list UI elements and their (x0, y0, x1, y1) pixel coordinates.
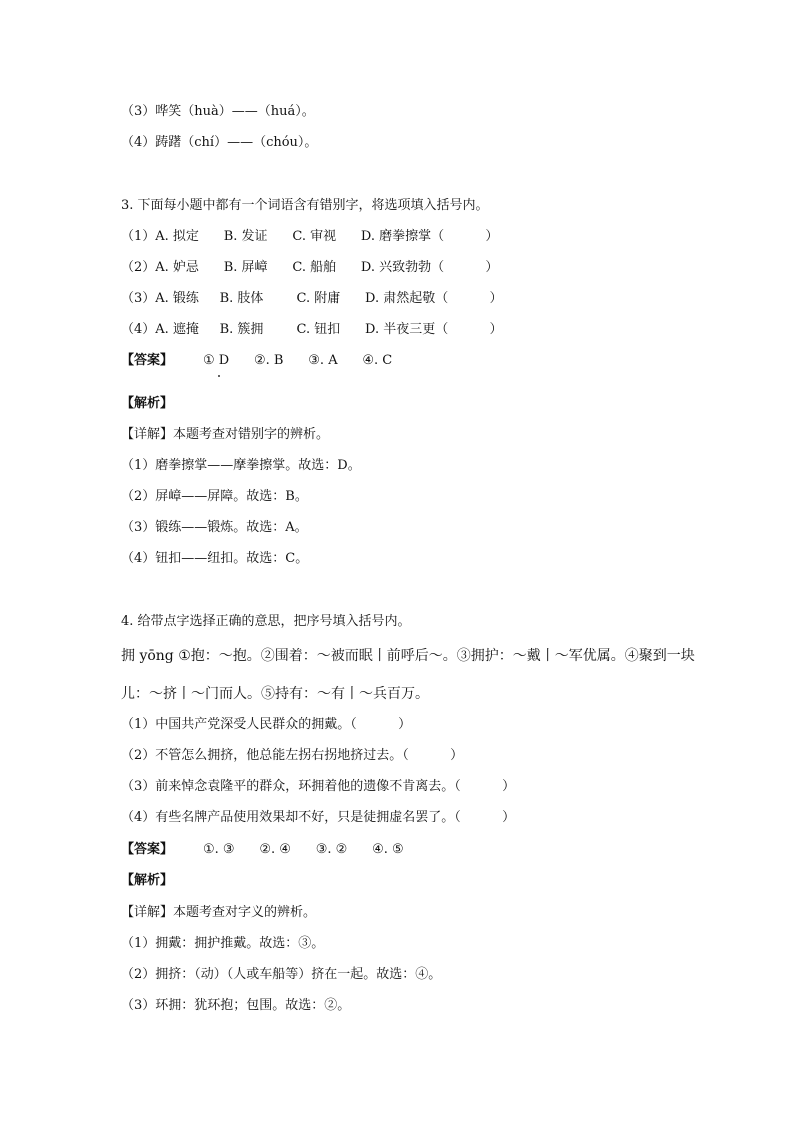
q4-explanation-2: （2）拥挤：（动）（人或车船等）挤在一起。故选：④。 (121, 967, 442, 982)
q4-definition-line-1: 拥 yōng ①抱：～抱。②围着：～被而眠丨前呼后～。③拥护：～戴丨～军优属。④聚到一块 (121, 648, 695, 664)
q3-answer: ① D ②. B ③. A ④. C (203, 353, 393, 368)
q3-explanation-1: （1）磨拳擦掌——摩拳擦掌。故选：D。 (121, 458, 361, 473)
q4-detail: 【详解】本题考查对字义的辨析。 (121, 905, 317, 920)
q4-answer: ①. ③ ②. ④ ③. ② ④. ⑤ (203, 842, 404, 857)
q4-item-1: （1）中国共产党深受人民群众的拥戴。（ ） (121, 717, 412, 732)
q3-explanation-2: （2）屏嶂——屏障。故选：B。 (121, 489, 308, 504)
q3-detail: 【详解】本题考查对错别字的辨析。 (121, 427, 330, 442)
emphasis-dot (218, 375, 220, 377)
q3-option-4: （4）A. 遮掩 B. 簇拥 C. 钮扣 D. 半夜三更（ ） (121, 322, 503, 337)
q4-explanation-3: （3）环拥：犹环抱；包围。故选：②。 (121, 998, 351, 1013)
q4-explanation-1: （1）拥戴：拥护推戴。故选：③。 (121, 936, 325, 951)
q4-definition-line-2: 儿：～挤丨～门而人。⑤持有：～有丨～兵百万。 (121, 686, 429, 702)
q4-analysis-label: 【解析】 (121, 873, 174, 888)
q3-answer-label: 【答案】 (121, 353, 174, 368)
q3-option-1: （1）A. 拟定 B. 发证 C. 审视 D. 磨拳擦掌（ ） (121, 229, 499, 244)
q4-item-3: （3）前来悼念袁隆平的群众，环拥着他的遗像不肯离去。（ ） (121, 779, 516, 794)
q4-answer-label: 【答案】 (121, 842, 174, 857)
q3-option-2: （2）A. 妒忌 B. 屏嶂 C. 船舶 D. 兴致勃勃（ ） (121, 260, 499, 275)
q3-option-3: （3）A. 锻练 B. 肢体 C. 附庸 D. 肃然起敬（ ） (121, 291, 503, 306)
q3-analysis-label: 【解析】 (121, 396, 174, 411)
q4-item-4: （4）有些名牌产品使用效果却不好，只是徒拥虚名罢了。（ ） (121, 810, 516, 825)
q2-item-4: （4）踌躇（chí）——（chóu）。 (121, 135, 318, 150)
q4-prompt: 4. 给带点字选择正确的意思，把序号填入括号内。 (121, 614, 411, 629)
q3-prompt: 3. 下面每小题中都有一个词语含有错别字，将选项填入括号内。 (121, 198, 489, 213)
q3-explanation-3: （3）锻练——锻炼。故选：A。 (121, 520, 308, 535)
q2-item-3: （3）哗笑（huà）——（huá）。 (121, 104, 315, 119)
q4-item-2: （2）不管怎么拥挤，他总能左拐右拐地挤过去。（ ） (121, 748, 464, 763)
q3-explanation-4: （4）钮扣——纽扣。故选：C。 (121, 551, 309, 566)
